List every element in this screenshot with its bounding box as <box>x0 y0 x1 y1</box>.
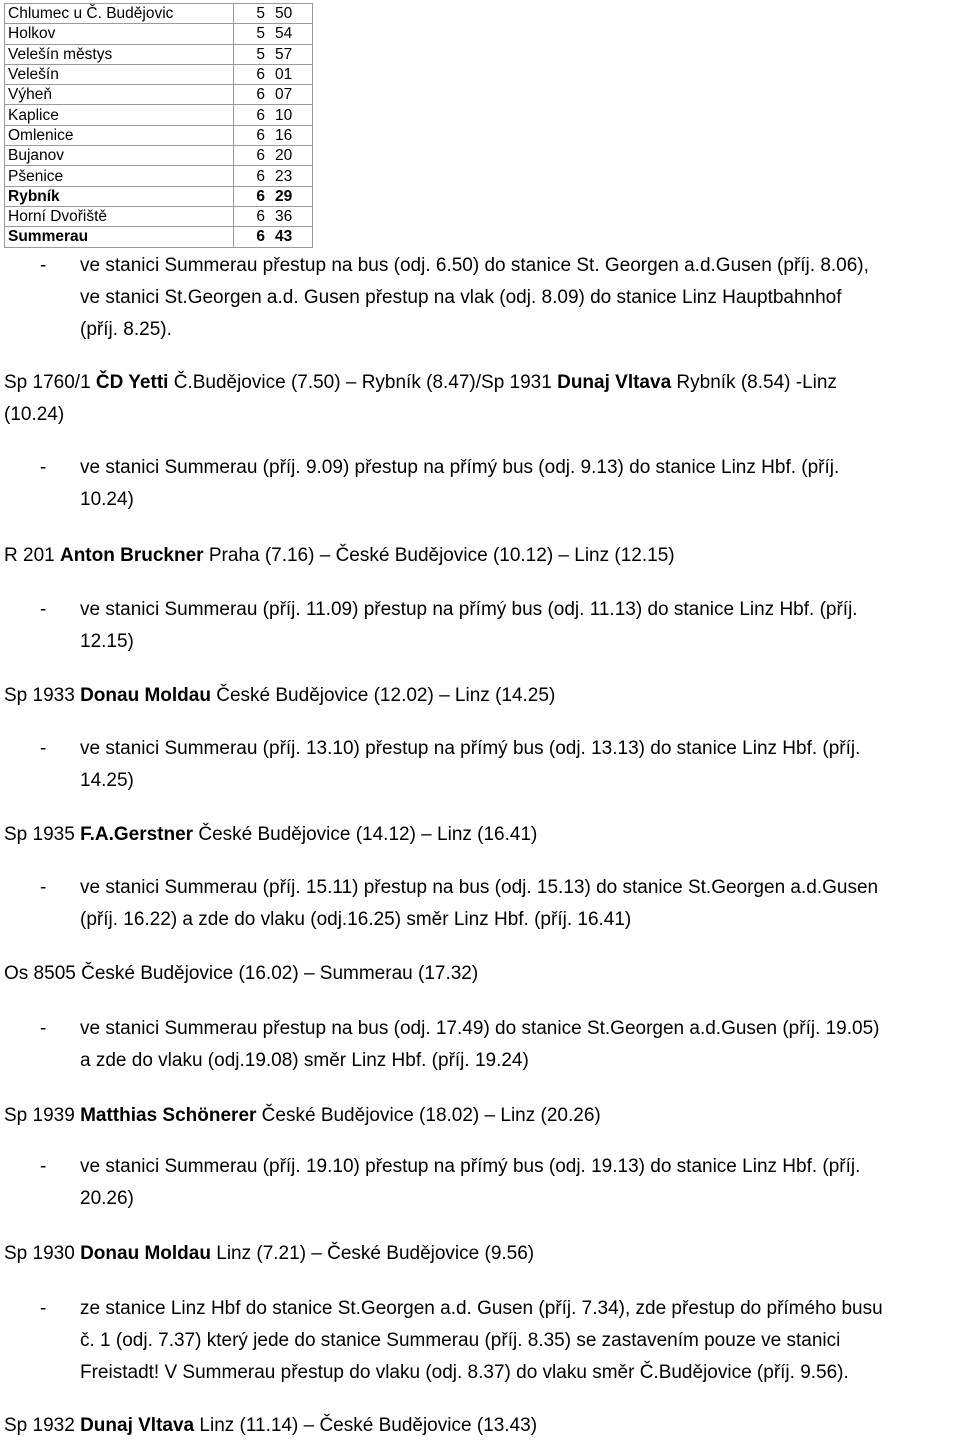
note-line: Freistadt! V Summerau přestup do vlaku (odj. 8.37) do vlaku směr Č.Budějovice (příj. 9.56). <box>80 1362 849 1383</box>
departure-hour: 6 <box>234 64 270 84</box>
station-name: Chlumec u Č. Budějovic <box>5 4 234 24</box>
train-number: Sp 1932 <box>4 1415 81 1436</box>
train-number: Sp 1933 <box>4 685 81 706</box>
train-number: Sp 1935 <box>4 824 81 845</box>
station-name: Summerau <box>5 227 234 247</box>
station-name: Rybník <box>5 186 234 206</box>
note-line: ve stanici St.Georgen a.d. Gusen přestup na vlak (odj. 8.09) do stanice Linz Hauptbahnhof <box>80 287 842 308</box>
train-name: Dunaj Vltava <box>557 372 672 393</box>
departure-minute: 57 <box>269 44 313 64</box>
station-name: Holkov <box>5 24 234 44</box>
train-heading <box>4 1410 537 1442</box>
train-number: Sp 1939 <box>4 1105 81 1126</box>
note-line: č. 1 (odj. 7.37) který jede do stanice Summerau (příj. 8.35) se zastavením pouze ve stanici <box>80 1330 841 1351</box>
train-name: Donau Moldau <box>80 685 211 706</box>
note-dash: - <box>40 738 47 759</box>
train-name: Dunaj Vltava <box>80 1415 195 1436</box>
departure-hour: 6 <box>234 125 270 145</box>
note-line: ve stanici Summerau (příj. 15.11) přestup na bus (odj. 15.13) do stanice St.Georgen a.d.Gusen <box>80 877 879 898</box>
departure-hour: 6 <box>234 227 270 247</box>
train-heading <box>4 1100 601 1132</box>
train-heading-cont: (10.24) <box>4 404 65 425</box>
train-route: Linz (11.14) – České Budějovice (13.43) <box>194 1415 538 1436</box>
note-dash: - <box>40 255 47 276</box>
note-line: ve stanici Summerau (příj. 11.09) přestup na přímý bus (odj. 11.13) do stanice Linz Hbf. (příj. <box>80 599 858 620</box>
train-name: ČD Yetti <box>95 372 169 393</box>
train-heading <box>4 367 837 399</box>
train-heading <box>4 819 537 851</box>
departure-minute: 01 <box>269 64 313 84</box>
train-heading <box>4 540 675 572</box>
note-line: 20.26) <box>80 1188 134 1209</box>
note-line: ve stanici Summerau přestup na bus (odj. 6.50) do stanice St. Georgen a.d.Gusen (příj. 8.06), <box>80 255 869 276</box>
departure-minute: 43 <box>269 227 313 247</box>
note-dash: - <box>40 1298 47 1319</box>
departure-minute: 16 <box>269 125 313 145</box>
train-name: Anton Bruckner <box>59 545 204 566</box>
departure-minute: 23 <box>269 166 313 186</box>
note-line: 14.25) <box>80 770 134 791</box>
departure-hour: 6 <box>234 85 270 105</box>
departure-minute: 29 <box>269 186 313 206</box>
note-dash: - <box>40 1156 47 1177</box>
note-line: 12.15) <box>80 631 134 652</box>
train-heading <box>4 958 478 990</box>
departure-minute: 50 <box>269 4 313 24</box>
note-line: ze stanice Linz Hbf do stanice St.Georgen a.d. Gusen (příj. 7.34), zde přestup do přímého busu <box>80 1298 883 1319</box>
departure-hour: 5 <box>234 44 270 64</box>
station-name: Omlenice <box>5 125 234 145</box>
train-route: České Budějovice (12.02) – Linz (14.25) <box>210 685 556 706</box>
note-line: ve stanici Summerau (příj. 19.10) přestup na přímý bus (odj. 19.13) do stanice Linz Hbf. (příj. <box>80 1156 861 1177</box>
train-name: Matthias Schönerer <box>80 1105 257 1126</box>
note-line: (příj. 16.22) a zde do vlaku (odj.16.25) směr Linz Hbf. (příj. 16.41) <box>80 909 632 930</box>
note-line: ve stanici Summerau (příj. 13.10) přestup na přímý bus (odj. 13.13) do stanice Linz Hbf. (příj. <box>80 738 861 759</box>
departure-minute: 10 <box>269 105 313 125</box>
train-route: Praha (7.16) – České Budějovice (10.12) – Linz (12.15) <box>203 545 675 566</box>
train-name: Donau Moldau <box>80 1243 211 1264</box>
train-route: Linz (7.21) – České Budějovice (9.56) <box>210 1243 535 1264</box>
note-line: ve stanici Summerau (příj. 9.09) přestup na přímý bus (odj. 9.13) do stanice Linz Hbf. (příj. <box>80 457 840 478</box>
note-dash: - <box>40 457 47 478</box>
note-dash: - <box>40 877 47 898</box>
station-name: Bujanov <box>5 146 234 166</box>
train-route: Rybník (8.54) -Linz <box>671 372 837 393</box>
note-dash: - <box>40 1018 47 1039</box>
note-dash: - <box>40 599 47 620</box>
train-number: Os 8505 České Budějovice (16.02) – Summerau (17.32) <box>4 963 479 984</box>
note-line: 10.24) <box>80 489 134 510</box>
station-name: Horní Dvořiště <box>5 206 234 226</box>
note-line: ve stanici Summerau přestup na bus (odj. 17.49) do stanice St.Georgen a.d.Gusen (příj. 19.05) <box>80 1018 880 1039</box>
train-number: Sp 1930 <box>4 1243 81 1264</box>
departure-hour: 6 <box>234 186 270 206</box>
train-heading <box>4 1238 534 1270</box>
departure-minute: 20 <box>269 146 313 166</box>
train-heading <box>4 680 555 712</box>
station-name: Pšenice <box>5 166 234 186</box>
departure-hour: 6 <box>234 105 270 125</box>
train-number: Sp 1760/1 <box>4 372 96 393</box>
train-route: České Budějovice (18.02) – Linz (20.26) <box>256 1105 601 1126</box>
station-name: Výheň <box>5 85 234 105</box>
departure-hour: 5 <box>234 4 270 24</box>
station-name: Kaplice <box>5 105 234 125</box>
station-name: Velešín <box>5 64 234 84</box>
departure-hour: 5 <box>234 24 270 44</box>
train-route: Č.Budějovice (7.50) – Rybník (8.47)/Sp 1931 <box>168 372 558 393</box>
train-number: R 201 <box>4 545 60 566</box>
departure-minute: 36 <box>269 206 313 226</box>
departure-minute: 54 <box>269 24 313 44</box>
note-line: (příj. 8.25). <box>80 319 172 340</box>
note-line: a zde do vlaku (odj.19.08) směr Linz Hbf. (příj. 19.24) <box>80 1050 529 1071</box>
departure-hour: 6 <box>234 146 270 166</box>
departure-hour: 6 <box>234 206 270 226</box>
train-name: F.A.Gerstner <box>80 824 194 845</box>
train-route: České Budějovice (14.12) – Linz (16.41) <box>193 824 538 845</box>
departure-minute: 07 <box>269 85 313 105</box>
departure-hour: 6 <box>234 166 270 186</box>
station-name: Velešín městys <box>5 44 234 64</box>
